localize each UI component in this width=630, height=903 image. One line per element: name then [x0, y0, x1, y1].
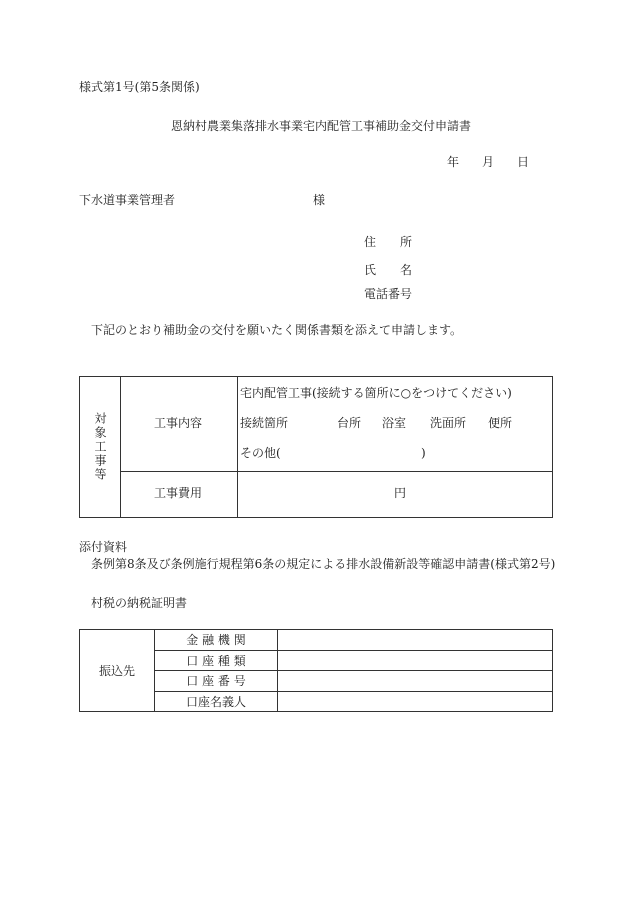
attachment-item: 村税の納税証明書: [91, 596, 188, 610]
account-number-label-cell: [155, 671, 278, 692]
date-month: 月: [482, 155, 495, 169]
bank-name-label-cell: [155, 630, 278, 651]
account-number-label: 口 座 番 号: [186, 674, 246, 689]
account-holder-label-cell: [155, 691, 278, 712]
transfer-label: 振込先: [98, 664, 135, 678]
account-type-label: 口 座 種 類: [186, 653, 246, 668]
account-holder-value: [278, 691, 553, 712]
attachment-item: 条例第8条及び条例施行規程第6条の規定による排水設備新設等確認申請書(様式第2号): [91, 557, 556, 571]
work-content-label: 工事内容: [154, 416, 203, 430]
location-washroom: 洗面所: [430, 416, 467, 430]
body-text: 下記のとおり補助金の交付を願いたく関係書類を添えて申請します。: [91, 323, 463, 337]
addressee-honorific: 様: [313, 193, 326, 207]
transfer-label-cell: [80, 630, 155, 712]
target-work-header: 対象工事等: [93, 412, 107, 482]
account-type-label-cell: [155, 650, 278, 671]
bank-name-value: [278, 630, 553, 651]
addressee-name: 下水道事業管理者: [79, 193, 176, 207]
phone-label: 電話番号: [364, 287, 413, 301]
bank-name-label: 金 融 機 関: [186, 633, 246, 648]
account-holder-label: 口座名義人: [185, 694, 246, 709]
form-number: 様式第1号(第5条関係): [79, 80, 200, 94]
cost-unit: 円: [394, 486, 407, 500]
plumbing-title: 宅内配管工事(接続する箇所に○をつけてください): [240, 386, 512, 400]
name-label: 氏 名: [364, 263, 413, 277]
attachments-heading: 添付資料: [79, 540, 128, 554]
work-cost-label: 工事費用: [154, 486, 203, 500]
transfer-table: [79, 629, 553, 712]
account-number-value: [278, 671, 553, 692]
account-type-value: [278, 650, 553, 671]
date-day: 日: [517, 155, 530, 169]
location-toilet: 便所: [488, 416, 513, 430]
connection-label: 接続箇所: [240, 416, 289, 430]
location-kitchen: 台所: [337, 416, 362, 430]
document-title: 恩納村農業集落排水事業宅内配管工事補助金交付申請書: [171, 119, 472, 133]
address-label: 住 所: [364, 235, 413, 249]
location-bath: 浴室: [382, 416, 407, 430]
other-close: ): [421, 446, 426, 460]
other-open: その他(: [240, 446, 281, 460]
date-year: 年: [447, 155, 460, 169]
